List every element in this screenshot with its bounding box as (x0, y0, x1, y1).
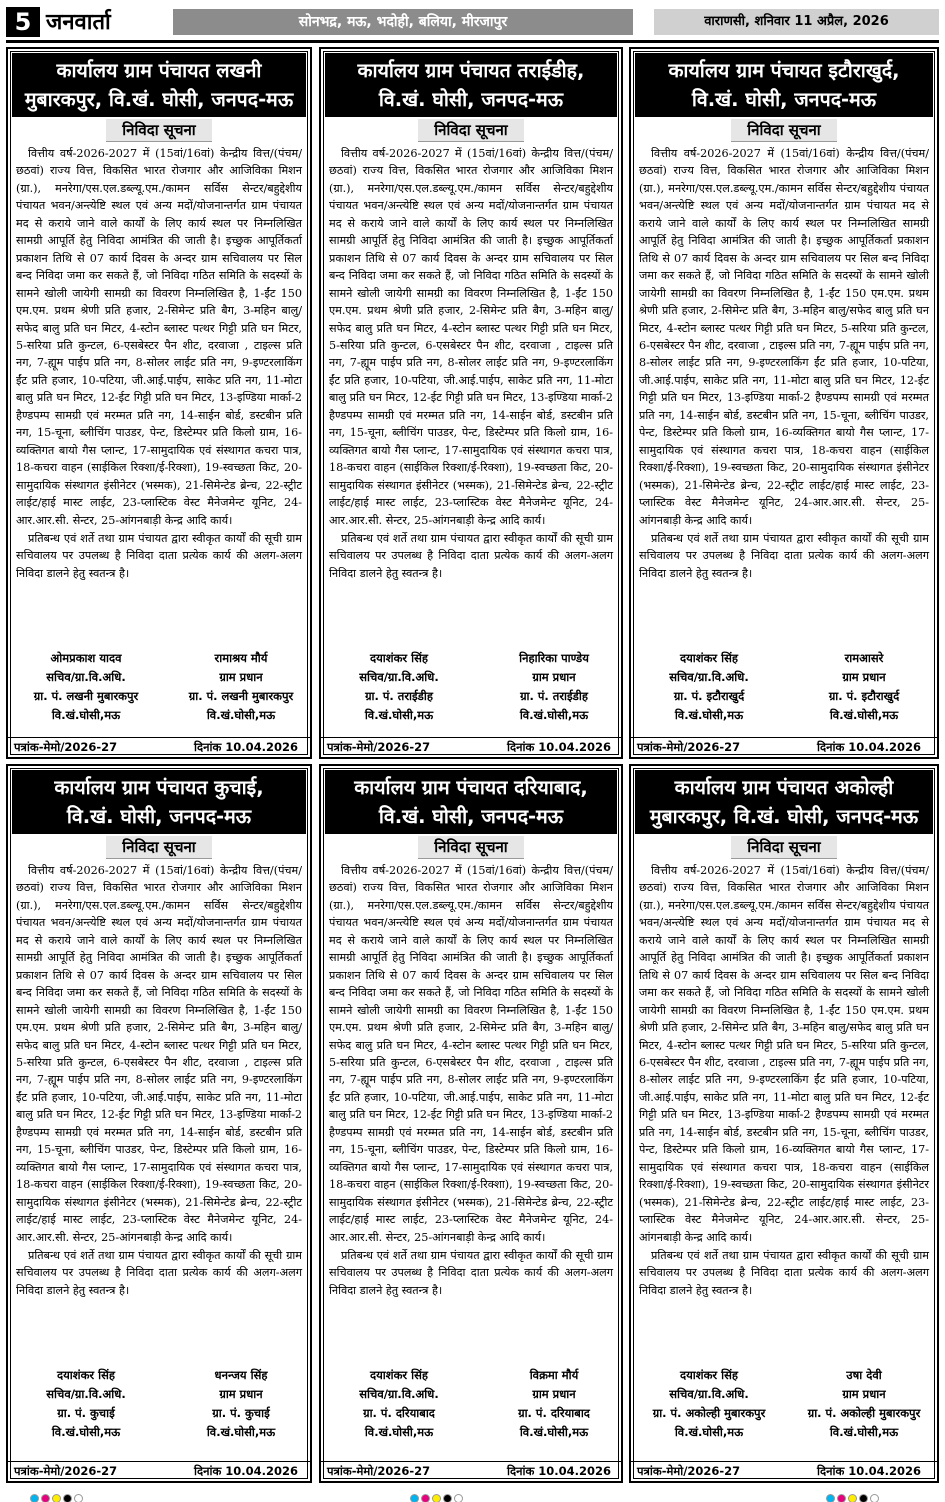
reference-date: दिनांक 10.04.2026 (194, 1464, 299, 1478)
notice-subtitle (631, 836, 937, 860)
secretary-name: दयाशंकर सिंह (370, 651, 428, 665)
pradhan-block: वि.खं.घोसी,मऊ (829, 1425, 899, 1439)
reference-number: पत्रांक-मेमो/2026-27 (637, 1464, 741, 1478)
heading-line-1: कार्यालय ग्राम पंचायत तराईडीह, (357, 59, 585, 82)
registration-dot (432, 1494, 441, 1502)
reference-number: पत्रांक-मेमो/2026-27 (14, 740, 118, 754)
registration-dot (74, 1494, 83, 1502)
tender-notice-4 (6, 764, 312, 1483)
reference-number: पत्रांक-मेमो/2026-27 (327, 740, 431, 754)
notice-title: निविदा सूचना (731, 119, 836, 142)
pradhan-block: वि.खं.घोसी,मऊ (829, 708, 899, 722)
signatory-roles (639, 669, 929, 686)
body-terms-paragraph: प्रतिबन्ध एवं शर्ते तथा ग्राम पंचायत द्वारा स्वीकृत कार्यों की सूची ग्राम सचिवालय पर उपलब्ध है निविदा दाता प्रत्येक कार्य की अलग-अलग निविदा डालने हेतु स्वतन्त्र है। (16, 1248, 302, 1297)
secretary-role: सचिव/ग्रा.वि.अधि. (359, 670, 439, 684)
pradhan-role: ग्राम प्रधान (219, 1387, 263, 1401)
signatory-panchayat (639, 1405, 929, 1422)
secretary-name: दयाशंकर सिंह (57, 1368, 115, 1382)
body-terms-paragraph: प्रतिबन्ध एवं शर्ते तथा ग्राम पंचायत द्वारा स्वीकृत कार्यों की सूची ग्राम सचिवालय पर उपलब्ध है निविदा दाता प्रत्येक कार्य की अलग-अलग निविदा डालने हेतु स्वतन्त्र है। (16, 531, 302, 580)
signatory-block (639, 707, 929, 724)
signatory-names (639, 650, 929, 667)
heading-line-1: कार्यालय ग्राम पंचायत लखनी (56, 59, 262, 82)
notice-heading (12, 53, 306, 117)
notice-heading (325, 770, 617, 834)
pradhan-panchayat: ग्रा. पं. दरियाबाद (518, 1406, 590, 1420)
reference-line (321, 737, 621, 757)
signatory-block (639, 1424, 929, 1441)
page-number: 5 (6, 7, 40, 37)
notice-body (16, 145, 302, 582)
edition-date: वाराणसी, शनिवार 11 अप्रैल, 2026 (654, 9, 939, 35)
body-main-paragraph: वित्तीय वर्ष-2026-2027 में (15वां/16वां) केन्द्रीय वित्त/(पंचम/छठवां) राज्य वित्त, विकसित भारत रोजगार और आजिविका मिशन (ग्रा.), मनरेगा/एस.एल.डब्ल्यू.एम./कामन सर्विस सेन्टर/बहुद्देशीय पंचायत भवन/अन्त्येष्टि स्थल एवं अन्य मदों/योजनान्तर्गत ग्राम पंचायत मद से कराये जाने वाले कार्यों के लिए कार्य स्थल पर निम्नलिखित सामग्री आपूर्ति हेतु निविदा आमंत्रित की जाती है। इच्छुक आपूर्तिकर्ता प्रकाशन तिथि से 07 कार्य दिवस के अन्दर ग्राम सचिवालय पर सिल बन्द निविदा जमा कर सकते हैं, जो निविदा गठित समिति के सदस्यों के सामने खोली जायेगी सामग्री का विवरण निम्नलिखित है, 1-ईंट 150 एम.एम. प्रथम श्रेणी प्रति हजार, 2-सिमेन्ट प्रति बैग, 3-महिन बालु/सफेद बालु प्रति घन मिटर, 4-स्टोन ब्लास्ट पत्थर गिट्टी प्रति घन मिटर, 5-सरिया प्रति कुन्टल, 6-एसबेस्टर पैन शीट, दरवाजा , टाइल्स प्रति नग, 7-ह्यूम पाईप प्रति नग, 8-सोलर लाईट प्रति नग, 9-इण्टरलाकिंग ईंट प्रति हजार, 10-पटिया, जी.आई.पाईप, साकेट प्रति नग, 11-मोटा बालु प्रति घन मिटर, 12-ईट गिट्टी प्रति घन मिटर, 13-इण्डिया मार्का-2 हैण्डपम्प सामग्री एवं मरम्मत प्रति नग, 14-साईन बोर्ड, डस्टबीन प्रति नग, 15-चूना, ब्लीचिंग पाउडर, पेन्ट, डिस्टेम्पर प्रति किलो ग्राम, 16-व्यक्तिगत बायो गैस प्लान्ट, 17-सामुदायिक एवं संस्थागत कचरा पात्र, 18-कचरा वाहन (साईकिल रिक्शा/ई-रिक्शा), 19-स्वच्छता किट, 20-सामुदायिक संस्थागत इंसीनेटर (भस्मक), 21-सिमेन्टेड ब्रेन्च, 22-स्ट्रीट लाईट/हाई मास्ट लाईट, 23-प्लास्टिक वेस्ट मैनेजमेन्ट यूनिट, 24-आर.आर.सी. सेन्टर, 25-आंगनबाड़ी केन्द्र आदि कार्य। (329, 147, 613, 527)
notice-body (16, 862, 302, 1299)
newspaper-name: जनवार्ता (46, 9, 111, 35)
body-terms-paragraph: प्रतिबन्ध एवं शर्ते तथा ग्राम पंचायत द्वारा स्वीकृत कार्यों की सूची ग्राम सचिवालय पर उपलब्ध है निविदा दाता प्रत्येक कार्य की अलग-अलग निविदा डालने हेतु स्वतन्त्र है। (329, 1248, 613, 1297)
notice-body (639, 145, 929, 582)
signatory-panchayat (329, 688, 613, 705)
registration-dot (443, 1494, 452, 1502)
notice-subtitle (631, 119, 937, 143)
pradhan-block: वि.खं.घोसी,मऊ (206, 1425, 276, 1439)
signatory-block (16, 707, 302, 724)
secretary-panchayat: ग्रा. पं. कुचाई (57, 1406, 115, 1420)
districts-banner: सोनभद्र, मऊ, भदोही, बलिया, मीरजापुर (173, 9, 633, 35)
registration-marks-center (410, 1488, 465, 1498)
heading-line-1: कार्यालय ग्राम पंचायत दरियाबाद, (354, 776, 588, 799)
pradhan-panchayat: ग्रा. पं. इटौराखुर्द (828, 689, 900, 703)
signatory-names (16, 650, 302, 667)
pradhan-block: वि.खं.घोसी,मऊ (519, 708, 589, 722)
pradhan-block: वि.खं.घोसी,मऊ (519, 1425, 589, 1439)
notice-body (639, 862, 929, 1299)
heading-line-1: कार्यालय ग्राम पंचायत अकोल्ही (674, 776, 894, 799)
body-terms-paragraph: प्रतिबन्ध एवं शर्ते तथा ग्राम पंचायत द्वारा स्वीकृत कार्यों की सूची ग्राम सचिवालय पर उपलब्ध है निविदा दाता प्रत्येक कार्य की अलग-अलग निविदा डालने हेतु स्वतन्त्र है। (639, 1248, 929, 1297)
registration-dot (870, 1494, 879, 1502)
notice-subtitle (8, 119, 310, 143)
heading-line-2: वि.खं. घोसी, जनपद-मऊ (378, 88, 564, 111)
signatory-names (16, 1367, 302, 1384)
pradhan-name: विक्रमा मौर्य (529, 1368, 579, 1382)
reference-number: पत्रांक-मेमो/2026-27 (637, 740, 741, 754)
secretary-name: दयाशंकर सिंह (680, 1368, 738, 1382)
body-terms-paragraph: प्रतिबन्ध एवं शर्ते तथा ग्राम पंचायत द्वारा स्वीकृत कार्यों की सूची ग्राम सचिवालय पर उपलब्ध है निविदा दाता प्रत्येक कार्य की अलग-अलग निविदा डालने हेतु स्वतन्त्र है। (639, 531, 929, 580)
signatory-roles (329, 669, 613, 686)
reference-date: दिनांक 10.04.2026 (507, 740, 612, 754)
pradhan-block: वि.खं.घोसी,मऊ (206, 708, 276, 722)
reference-line (8, 1461, 310, 1481)
registration-marks-right (826, 1488, 881, 1498)
reference-date: दिनांक 10.04.2026 (817, 1464, 922, 1478)
pradhan-panchayat: ग्रा. पं. तराईडीह (520, 689, 588, 703)
notice-title: निविदा सूचना (731, 836, 836, 859)
masthead-rule (6, 40, 939, 43)
notice-title: निविदा सूचना (418, 119, 523, 142)
tender-notice-2 (319, 47, 623, 759)
registration-dot (848, 1494, 857, 1502)
pradhan-panchayat: ग्रा. पं. कुचाई (212, 1406, 270, 1420)
registration-dot (410, 1494, 419, 1502)
signatory-panchayat (329, 1405, 613, 1422)
body-main-paragraph: वित्तीय वर्ष-2026-2027 में (15वां/16वां) केन्द्रीय वित्त/(पंचम/छठवां) राज्य वित्त, विकसित भारत रोजगार और आजिविका मिशन (ग्रा.), मनरेगा/एस.एल.डब्ल्यू.एम./कामन सर्विस सेन्टर/बहुद्देशीय पंचायत भवन/अन्त्येष्टि स्थल एवं अन्य मदों/योजनान्तर्गत ग्राम पंचायत मद से कराये जाने वाले कार्यों के लिए कार्य स्थल पर निम्नलिखित सामग्री आपूर्ति हेतु निविदा आमंत्रित की जाती है। इच्छुक आपूर्तिकर्ता प्रकाशन तिथि से 07 कार्य दिवस के अन्दर ग्राम सचिवालय पर सिल बन्द निविदा जमा कर सकते हैं, जो निविदा गठित समिति के सदस्यों के सामने खोली जायेगी सामग्री का विवरण निम्नलिखित है, 1-ईंट 150 एम.एम. प्रथम श्रेणी प्रति हजार, 2-सिमेन्ट प्रति बैग, 3-महिन बालु/सफेद बालु प्रति घन मिटर, 4-स्टोन ब्लास्ट पत्थर गिट्टी प्रति घन मिटर, 5-सरिया प्रति कुन्टल, 6-एसबेस्टर पैन शीट, दरवाजा , टाइल्स प्रति नग, 7-ह्यूम पाईप प्रति नग, 8-सोलर लाईट प्रति नग, 9-इण्टरलाकिंग ईंट प्रति हजार, 10-पटिया, जी.आई.पाईप, साकेट प्रति नग, 11-मोटा बालु प्रति घन मिटर, 12-ईट गिट्टी प्रति घन मिटर, 13-इण्डिया मार्का-2 हैण्डपम्प सामग्री एवं मरम्मत प्रति नग, 14-साईन बोर्ड, डस्टबीन प्रति नग, 15-चूना, ब्लीचिंग पाउडर, पेन्ट, डिस्टेम्पर प्रति किलो ग्राम, 16-व्यक्तिगत बायो गैस प्लान्ट, 17-सामुदायिक एवं संस्थागत कचरा पात्र, 18-कचरा वाहन (साईकिल रिक्शा/ई-रिक्शा), 19-स्वच्छता किट, 20-सामुदायिक संस्थागत इंसीनेटर (भस्मक), 21-सिमेन्टेड ब्रेन्च, 22-स्ट्रीट लाईट/हाई मास्ट लाईट, 23-प्लास्टिक वेस्ट मैनेजमेन्ट यूनिट, 24-आर.आर.सी. सेन्टर, 25-आंगनबाड़ी केन्द्र आदि कार्य। (329, 864, 613, 1244)
heading-line-2: मुबारकपुर, वि.खं. घोसी, जनपद-मऊ (24, 88, 294, 111)
reference-number: पत्रांक-मेमो/2026-27 (14, 1464, 118, 1478)
notice-subtitle (8, 836, 310, 860)
body-main-paragraph: वित्तीय वर्ष-2026-2027 में (15वां/16वां) केन्द्रीय वित्त/(पंचम/छठवां) राज्य वित्त, विकसित भारत रोजगार और आजिविका मिशन (ग्रा.), मनरेगा/एस.एल.डब्ल्यू.एम./कामन सर्विस सेन्टर/बहुद्देशीय पंचायत भवन/अन्त्येष्टि स्थल एवं अन्य मदों/योजनान्तर्गत ग्राम पंचायत मद से कराये जाने वाले कार्यों के लिए कार्य स्थल पर निम्नलिखित सामग्री आपूर्ति हेतु निविदा आमंत्रित की जाती है। इच्छुक आपूर्तिकर्ता प्रकाशन तिथि से 07 कार्य दिवस के अन्दर ग्राम सचिवालय पर सिल बन्द निविदा जमा कर सकते हैं, जो निविदा गठित समिति के सदस्यों के सामने खोली जायेगी सामग्री का विवरण निम्नलिखित है, 1-ईंट 150 एम.एम. प्रथम श्रेणी प्रति हजार, 2-सिमेन्ट प्रति बैग, 3-महिन बालु/सफेद बालु प्रति घन मिटर, 4-स्टोन ब्लास्ट पत्थर गिट्टी प्रति घन मिटर, 5-सरिया प्रति कुन्टल, 6-एसबेस्टर पैन शीट, दरवाजा , टाइल्स प्रति नग, 7-ह्यूम पाईप प्रति नग, 8-सोलर लाईट प्रति नग, 9-इण्टरलाकिंग ईंट प्रति हजार, 10-पटिया, जी.आई.पाईप, साकेट प्रति नग, 11-मोटा बालु प्रति घन मिटर, 12-ईट गिट्टी प्रति घन मिटर, 13-इण्डिया मार्का-2 हैण्डपम्प सामग्री एवं मरम्मत प्रति नग, 14-साईन बोर्ड, डस्टबीन प्रति नग, 15-चूना, ब्लीचिंग पाउडर, पेन्ट, डिस्टेम्पर प्रति किलो ग्राम, 16-व्यक्तिगत बायो गैस प्लान्ट, 17-सामुदायिक एवं संस्थागत कचरा पात्र, 18-कचरा वाहन (साईकिल रिक्शा/ई-रिक्शा), 19-स्वच्छता किट, 20-सामुदायिक संस्थागत इंसीनेटर (भस्मक), 21-सिमेन्टेड ब्रेन्च, 22-स्ट्रीट लाईट/हाई मास्ट लाईट, 23-प्लास्टिक वेस्ट मैनेजमेन्ट यूनिट, 24-आर.आर.सी. सेन्टर, 25-आंगनबाड़ी केन्द्र आदि कार्य। (16, 147, 302, 527)
secretary-block: वि.खं.घोसी,मऊ (51, 708, 121, 722)
heading-line-2: वि.खं. घोसी, जनपद-मऊ (691, 88, 877, 111)
reference-date: दिनांक 10.04.2026 (194, 740, 299, 754)
notice-heading (635, 770, 933, 834)
reference-line (321, 1461, 621, 1481)
secretary-block: वि.खं.घोसी,मऊ (51, 1425, 121, 1439)
signatory-panchayat (16, 1405, 302, 1422)
secretary-block: वि.खं.घोसी,मऊ (364, 1425, 434, 1439)
notice-body (329, 862, 613, 1299)
registration-dot (837, 1494, 846, 1502)
signatory-panchayat (16, 688, 302, 705)
reference-line (631, 737, 937, 757)
notice-heading (12, 770, 306, 834)
secretary-name: ओमप्रकाश यादव (50, 651, 122, 665)
notice-title: निविदा सूचना (106, 119, 211, 142)
reference-line (631, 1461, 937, 1481)
secretary-block: वि.खं.घोसी,मऊ (364, 708, 434, 722)
secretary-block: वि.खं.घोसी,मऊ (674, 1425, 744, 1439)
heading-line-1: कार्यालय ग्राम पंचायत कुचाई, (54, 776, 264, 799)
secretary-panchayat: ग्रा. पं. इटौराखुर्द (673, 689, 745, 703)
signatory-roles (16, 669, 302, 686)
secretary-role: सचिव/ग्रा.वि.अधि. (669, 670, 749, 684)
tender-notice-1 (6, 47, 312, 759)
body-main-paragraph: वित्तीय वर्ष-2026-2027 में (15वां/16वां) केन्द्रीय वित्त/(पंचम/छठवां) राज्य वित्त, विकसित भारत रोजगार और आजिविका मिशन (ग्रा.), मनरेगा/एस.एल.डब्ल्यू.एम./कामन सर्विस सेन्टर/बहुद्देशीय पंचायत भवन/अन्त्येष्टि स्थल एवं अन्य मदों/योजनान्तर्गत ग्राम पंचायत मद से कराये जाने वाले कार्यों के लिए कार्य स्थल पर निम्नलिखित सामग्री आपूर्ति हेतु निविदा आमंत्रित की जाती है। इच्छुक आपूर्तिकर्ता प्रकाशन तिथि से 07 कार्य दिवस के अन्दर ग्राम सचिवालय पर सिल बन्द निविदा जमा कर सकते हैं, जो निविदा गठित समिति के सदस्यों के सामने खोली जायेगी सामग्री का विवरण निम्नलिखित है, 1-ईंट 150 एम.एम. प्रथम श्रेणी प्रति हजार, 2-सिमेन्ट प्रति बैग, 3-महिन बालु/सफेद बालु प्रति घन मिटर, 4-स्टोन ब्लास्ट पत्थर गिट्टी प्रति घन मिटर, 5-सरिया प्रति कुन्टल, 6-एसबेस्टर पैन शीट, दरवाजा , टाइल्स प्रति नग, 7-ह्यूम पाईप प्रति नग, 8-सोलर लाईट प्रति नग, 9-इण्टरलाकिंग ईंट प्रति हजार, 10-पटिया, जी.आई.पाईप, साकेट प्रति नग, 11-मोटा बालु प्रति घन मिटर, 12-ईट गिट्टी प्रति घन मिटर, 13-इण्डिया मार्का-2 हैण्डपम्प सामग्री एवं मरम्मत प्रति नग, 14-साईन बोर्ड, डस्टबीन प्रति नग, 15-चूना, ब्लीचिंग पाउडर, पेन्ट, डिस्टेम्पर प्रति किलो ग्राम, 16-व्यक्तिगत बायो गैस प्लान्ट, 17-सामुदायिक एवं संस्थागत कचरा पात्र, 18-कचरा वाहन (साईकिल रिक्शा/ई-रिक्शा), 19-स्वच्छता किट, 20-सामुदायिक संस्थागत इंसीनेटर (भस्मक), 21-सिमेन्टेड ब्रेन्च, 22-स्ट्रीट लाईट/हाई मास्ट लाईट, 23-प्लास्टिक वेस्ट मैनेजमेन्ट यूनिट, 24-आर.आर.सी. सेन्टर, 25-आंगनबाड़ी केन्द्र आदि कार्य। (639, 864, 929, 1244)
signatory-roles (16, 1386, 302, 1403)
pradhan-name: धनन्जय सिंह (214, 1368, 268, 1382)
notice-title: निविदा सूचना (418, 836, 523, 859)
signatory-panchayat (639, 688, 929, 705)
secretary-role: सचिव/ग्रा.वि.अधि. (669, 1387, 749, 1401)
pradhan-name: उषा देवी (846, 1368, 882, 1382)
reference-number: पत्रांक-मेमो/2026-27 (327, 1464, 431, 1478)
pradhan-name: रामाश्रय मौर्य (214, 651, 268, 665)
pradhan-role: ग्राम प्रधान (842, 670, 886, 684)
notice-subtitle (321, 836, 621, 860)
signatory-block (16, 1424, 302, 1441)
registration-marks-left (30, 1488, 85, 1498)
signatory-roles (639, 1386, 929, 1403)
notice-title: निविदा सूचना (106, 836, 211, 859)
registration-dot (63, 1494, 72, 1502)
notice-body (329, 145, 613, 582)
secretary-name: दयाशंकर सिंह (680, 651, 738, 665)
secretary-panchayat: ग्रा. पं. दरियाबाद (363, 1406, 435, 1420)
body-main-paragraph: वित्तीय वर्ष-2026-2027 में (15वां/16वां) केन्द्रीय वित्त/(पंचम/छठवां) राज्य वित्त, विकसित भारत रोजगार और आजिविका मिशन (ग्रा.), मनरेगा/एस.एल.डब्ल्यू.एम./कामन सर्विस सेन्टर/बहुद्देशीय पंचायत भवन/अन्त्येष्टि स्थल एवं अन्य मदों/योजनान्तर्गत ग्राम पंचायत मद से कराये जाने वाले कार्यों के लिए कार्य स्थल पर निम्नलिखित सामग्री आपूर्ति हेतु निविदा आमंत्रित की जाती है। इच्छुक आपूर्तिकर्ता प्रकाशन तिथि से 07 कार्य दिवस के अन्दर ग्राम सचिवालय पर सिल बन्द निविदा जमा कर सकते हैं, जो निविदा गठित समिति के सदस्यों के सामने खोली जायेगी सामग्री का विवरण निम्नलिखित है, 1-ईंट 150 एम.एम. प्रथम श्रेणी प्रति हजार, 2-सिमेन्ट प्रति बैग, 3-महिन बालु/सफेद बालु प्रति घन मिटर, 4-स्टोन ब्लास्ट पत्थर गिट्टी प्रति घन मिटर, 5-सरिया प्रति कुन्टल, 6-एसबेस्टर पैन शीट, दरवाजा , टाइल्स प्रति नग, 7-ह्यूम पाईप प्रति नग, 8-सोलर लाईट प्रति नग, 9-इण्टरलाकिंग ईंट प्रति हजार, 10-पटिया, जी.आई.पाईप, साकेट प्रति नग, 11-मोटा बालु प्रति घन मिटर, 12-ईट गिट्टी प्रति घन मिटर, 13-इण्डिया मार्का-2 हैण्डपम्प सामग्री एवं मरम्मत प्रति नग, 14-साईन बोर्ड, डस्टबीन प्रति नग, 15-चूना, ब्लीचिंग पाउडर, पेन्ट, डिस्टेम्पर प्रति किलो ग्राम, 16-व्यक्तिगत बायो गैस प्लान्ट, 17-सामुदायिक एवं संस्थागत कचरा पात्र, 18-कचरा वाहन (साईकिल रिक्शा/ई-रिक्शा), 19-स्वच्छता किट, 20-सामुदायिक संस्थागत इंसीनेटर (भस्मक), 21-सिमेन्टेड ब्रेन्च, 22-स्ट्रीट लाईट/हाई मास्ट लाईट, 23-प्लास्टिक वेस्ट मैनेजमेन्ट यूनिट, 24-आर.आर.सी. सेन्टर, 25-आंगनबाड़ी केन्द्र आदि कार्य। (16, 864, 302, 1244)
signatory-names (329, 1367, 613, 1384)
pradhan-role: ग्राम प्रधान (532, 670, 576, 684)
registration-dot (41, 1494, 50, 1502)
pradhan-role: ग्राम प्रधान (532, 1387, 576, 1401)
reference-date: दिनांक 10.04.2026 (817, 740, 922, 754)
reference-date: दिनांक 10.04.2026 (507, 1464, 612, 1478)
secretary-role: सचिव/ग्रा.वि.अधि. (359, 1387, 439, 1401)
secretary-role: सचिव/ग्रा.वि.अधि. (46, 1387, 126, 1401)
secretary-panchayat: ग्रा. पं. तराईडीह (365, 689, 433, 703)
registration-dot (859, 1494, 868, 1502)
tender-notice-5 (319, 764, 623, 1483)
signatory-names (329, 650, 613, 667)
secretary-name: दयाशंकर सिंह (370, 1368, 428, 1382)
heading-line-1: कार्यालय ग्राम पंचायत इटौराखुर्द, (668, 59, 900, 82)
registration-dot (421, 1494, 430, 1502)
pradhan-role: ग्राम प्रधान (219, 670, 263, 684)
body-main-paragraph: वित्तीय वर्ष-2026-2027 में (15वां/16वां) केन्द्रीय वित्त/(पंचम/छठवां) राज्य वित्त, विकसित भारत रोजगार और आजिविका मिशन (ग्रा.), मनरेगा/एस.एल.डब्ल्यू.एम./कामन सर्विस सेन्टर/बहुद्देशीय पंचायत भवन/अन्त्येष्टि स्थल एवं अन्य मदों/योजनान्तर्गत ग्राम पंचायत मद से कराये जाने वाले कार्यों के लिए कार्य स्थल पर निम्नलिखित सामग्री आपूर्ति हेतु निविदा आमंत्रित की जाती है। इच्छुक आपूर्तिकर्ता प्रकाशन तिथि से 07 कार्य दिवस के अन्दर ग्राम सचिवालय पर सिल बन्द निविदा जमा कर सकते हैं, जो निविदा गठित समिति के सदस्यों के सामने खोली जायेगी सामग्री का विवरण निम्नलिखित है, 1-ईंट 150 एम.एम. प्रथम श्रेणी प्रति हजार, 2-सिमेन्ट प्रति बैग, 3-महिन बालु/सफेद बालु प्रति घन मिटर, 4-स्टोन ब्लास्ट पत्थर गिट्टी प्रति घन मिटर, 5-सरिया प्रति कुन्टल, 6-एसबेस्टर पैन शीट, दरवाजा , टाइल्स प्रति नग, 7-ह्यूम पाईप प्रति नग, 8-सोलर लाईट प्रति नग, 9-इण्टरलाकिंग ईंट प्रति हजार, 10-पटिया, जी.आई.पाईप, साकेट प्रति नग, 11-मोटा बालु प्रति घन मिटर, 12-ईट गिट्टी प्रति घन मिटर, 13-इण्डिया मार्का-2 हैण्डपम्प सामग्री एवं मरम्मत प्रति नग, 14-साईन बोर्ड, डस्टबीन प्रति नग, 15-चूना, ब्लीचिंग पाउडर, पेन्ट, डिस्टेम्पर प्रति किलो ग्राम, 16-व्यक्तिगत बायो गैस प्लान्ट, 17-सामुदायिक एवं संस्थागत कचरा पात्र, 18-कचरा वाहन (साईकिल रिक्शा/ई-रिक्शा), 19-स्वच्छता किट, 20-सामुदायिक संस्थागत इंसीनेटर (भस्मक), 21-सिमेन्टेड ब्रेन्च, 22-स्ट्रीट लाईट/हाई मास्ट लाईट, 23-प्लास्टिक वेस्ट मैनेजमेन्ट यूनिट, 24-आर.आर.सी. सेन्टर, 25-आंगनबाड़ी केन्द्र आदि कार्य। (639, 147, 929, 527)
secretary-panchayat: ग्रा. पं. अकोल्ही मुबारकपुर (652, 1406, 766, 1420)
signatory-block (329, 1424, 613, 1441)
notice-heading (635, 53, 933, 117)
pradhan-name: रामआसरे (844, 651, 884, 665)
secretary-role: सचिव/ग्रा.वि.अधि. (46, 670, 126, 684)
pradhan-panchayat: ग्रा. पं. अकोल्ही मुबारकपुर (807, 1406, 921, 1420)
pradhan-name: निहारिका पाण्डेय (519, 651, 589, 665)
tender-notice-3 (629, 47, 939, 759)
heading-line-2: वि.खं. घोसी, जनपद-मऊ (66, 805, 252, 828)
heading-line-2: मुबारकपुर, वि.खं. घोसी, जनपद-मऊ (649, 805, 919, 828)
secretary-panchayat: ग्रा. पं. लखनी मुबारकपुर (33, 689, 139, 703)
pradhan-role: ग्राम प्रधान (842, 1387, 886, 1401)
notice-subtitle (321, 119, 621, 143)
signatory-block (329, 707, 613, 724)
tender-notice-6 (629, 764, 939, 1483)
registration-dot (30, 1494, 39, 1502)
reference-line (8, 737, 310, 757)
registration-dot (52, 1494, 61, 1502)
notice-heading (325, 53, 617, 117)
body-terms-paragraph: प्रतिबन्ध एवं शर्ते तथा ग्राम पंचायत द्वारा स्वीकृत कार्यों की सूची ग्राम सचिवालय पर उपलब्ध है निविदा दाता प्रत्येक कार्य की अलग-अलग निविदा डालने हेतु स्वतन्त्र है। (329, 531, 613, 580)
signatory-roles (329, 1386, 613, 1403)
signatory-names (639, 1367, 929, 1384)
registration-dot (826, 1494, 835, 1502)
masthead (6, 7, 939, 37)
heading-line-2: वि.खं. घोसी, जनपद-मऊ (378, 805, 564, 828)
registration-dot (454, 1494, 463, 1502)
pradhan-panchayat: ग्रा. पं. लखनी मुबारकपुर (188, 689, 294, 703)
secretary-block: वि.खं.घोसी,मऊ (674, 708, 744, 722)
